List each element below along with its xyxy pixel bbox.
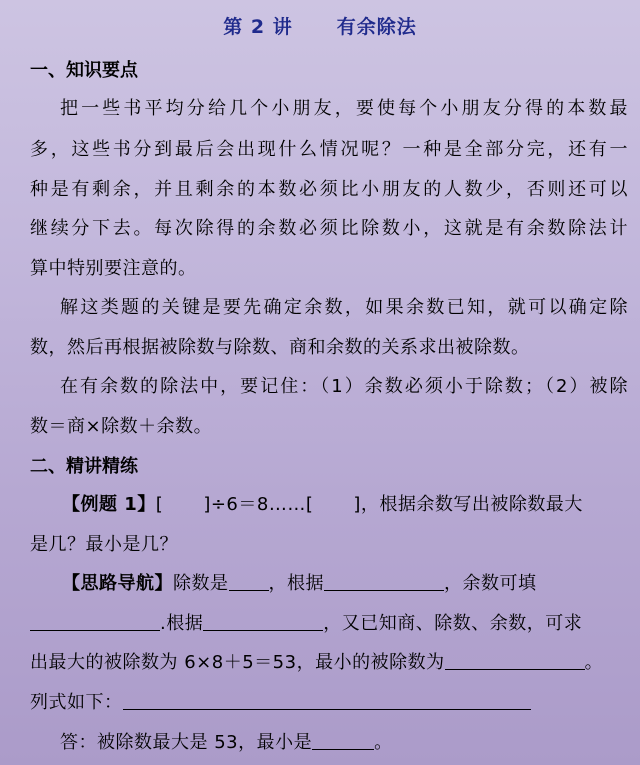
paragraph-line: 种是有剩余，并且剩余的本数必须比小朋友的人数少，否则还可以 bbox=[30, 179, 628, 200]
paragraph-line: 在有余数的除法中，要记住：（1）余数必须小于除数；（2）被除 bbox=[60, 376, 628, 397]
paragraph-line: 多，这些书分到最后会出现什么情况呢？一种是全部分完，还有一 bbox=[30, 139, 628, 160]
lecture-topic: 有余除法 bbox=[336, 16, 417, 38]
equation-text: ]÷6＝8……[ bbox=[203, 494, 314, 515]
lecture-number: 第 2 讲 bbox=[223, 16, 293, 38]
guide-line-2 bbox=[30, 609, 628, 635]
paragraph-line: 继续分下去。每次除得的余数必须比除数小，这就是有余数除法计 bbox=[30, 218, 628, 239]
guide-line-4 bbox=[30, 688, 628, 714]
guide-label: 【思路导航】 bbox=[62, 573, 173, 594]
answer-end: 。 bbox=[374, 732, 393, 753]
guide-text: ，又已知商、除数、余数，可求 bbox=[323, 613, 583, 634]
example-line-2: 是几？最小是几？ bbox=[30, 534, 178, 555]
paragraph-line: 解这类题的关键是要先确定余数，如果余数已知，就可以确定除 bbox=[60, 297, 628, 318]
bracket-open: [ bbox=[155, 494, 164, 515]
basis-blank[interactable] bbox=[324, 574, 444, 591]
paragraph-line: 数，然后再根据被除数与除数、商和余数的关系求出被除数。 bbox=[30, 337, 530, 358]
guide-line-1 bbox=[62, 569, 630, 595]
example-label: 【例题 1】 bbox=[62, 494, 156, 515]
page-title bbox=[0, 12, 640, 39]
answer-min-blank[interactable] bbox=[312, 733, 374, 750]
guide-text: 除数是 bbox=[173, 573, 229, 594]
guide-text: 。 bbox=[584, 652, 604, 673]
guide-text: 出最大的被除数为 6×8＋5＝53，最小的被除数为 bbox=[30, 652, 445, 673]
paragraph-line: 把一些书平均分给几个小朋友，要使每个小朋友分得的本数最 bbox=[60, 98, 628, 119]
paragraph-line: 数＝商×除数＋余数。 bbox=[30, 416, 213, 437]
example-line-1 bbox=[62, 490, 630, 516]
divisor-blank[interactable] bbox=[229, 574, 269, 591]
section-heading-practice: 二、精讲精练 bbox=[30, 456, 138, 477]
rule-blank[interactable] bbox=[203, 614, 323, 631]
guide-text: .根据 bbox=[160, 613, 204, 634]
guide-line-3 bbox=[30, 648, 628, 674]
formula-label: 列式如下： bbox=[30, 692, 123, 713]
paragraph-line: 算中特别要注意的。 bbox=[30, 258, 197, 279]
guide-text: ，余数可填 bbox=[444, 573, 537, 594]
question-text: ]，根据余数写出被除数最大 bbox=[353, 494, 583, 515]
remainder-values-blank[interactable] bbox=[30, 614, 160, 631]
section-heading-knowledge: 一、知识要点 bbox=[30, 60, 138, 81]
formula-blank[interactable] bbox=[123, 693, 531, 710]
min-dividend-blank[interactable] bbox=[445, 653, 585, 670]
answer-line bbox=[60, 728, 628, 754]
guide-text: ，根据 bbox=[268, 573, 324, 594]
answer-text: 答：被除数最大是 53，最小是 bbox=[60, 732, 313, 753]
